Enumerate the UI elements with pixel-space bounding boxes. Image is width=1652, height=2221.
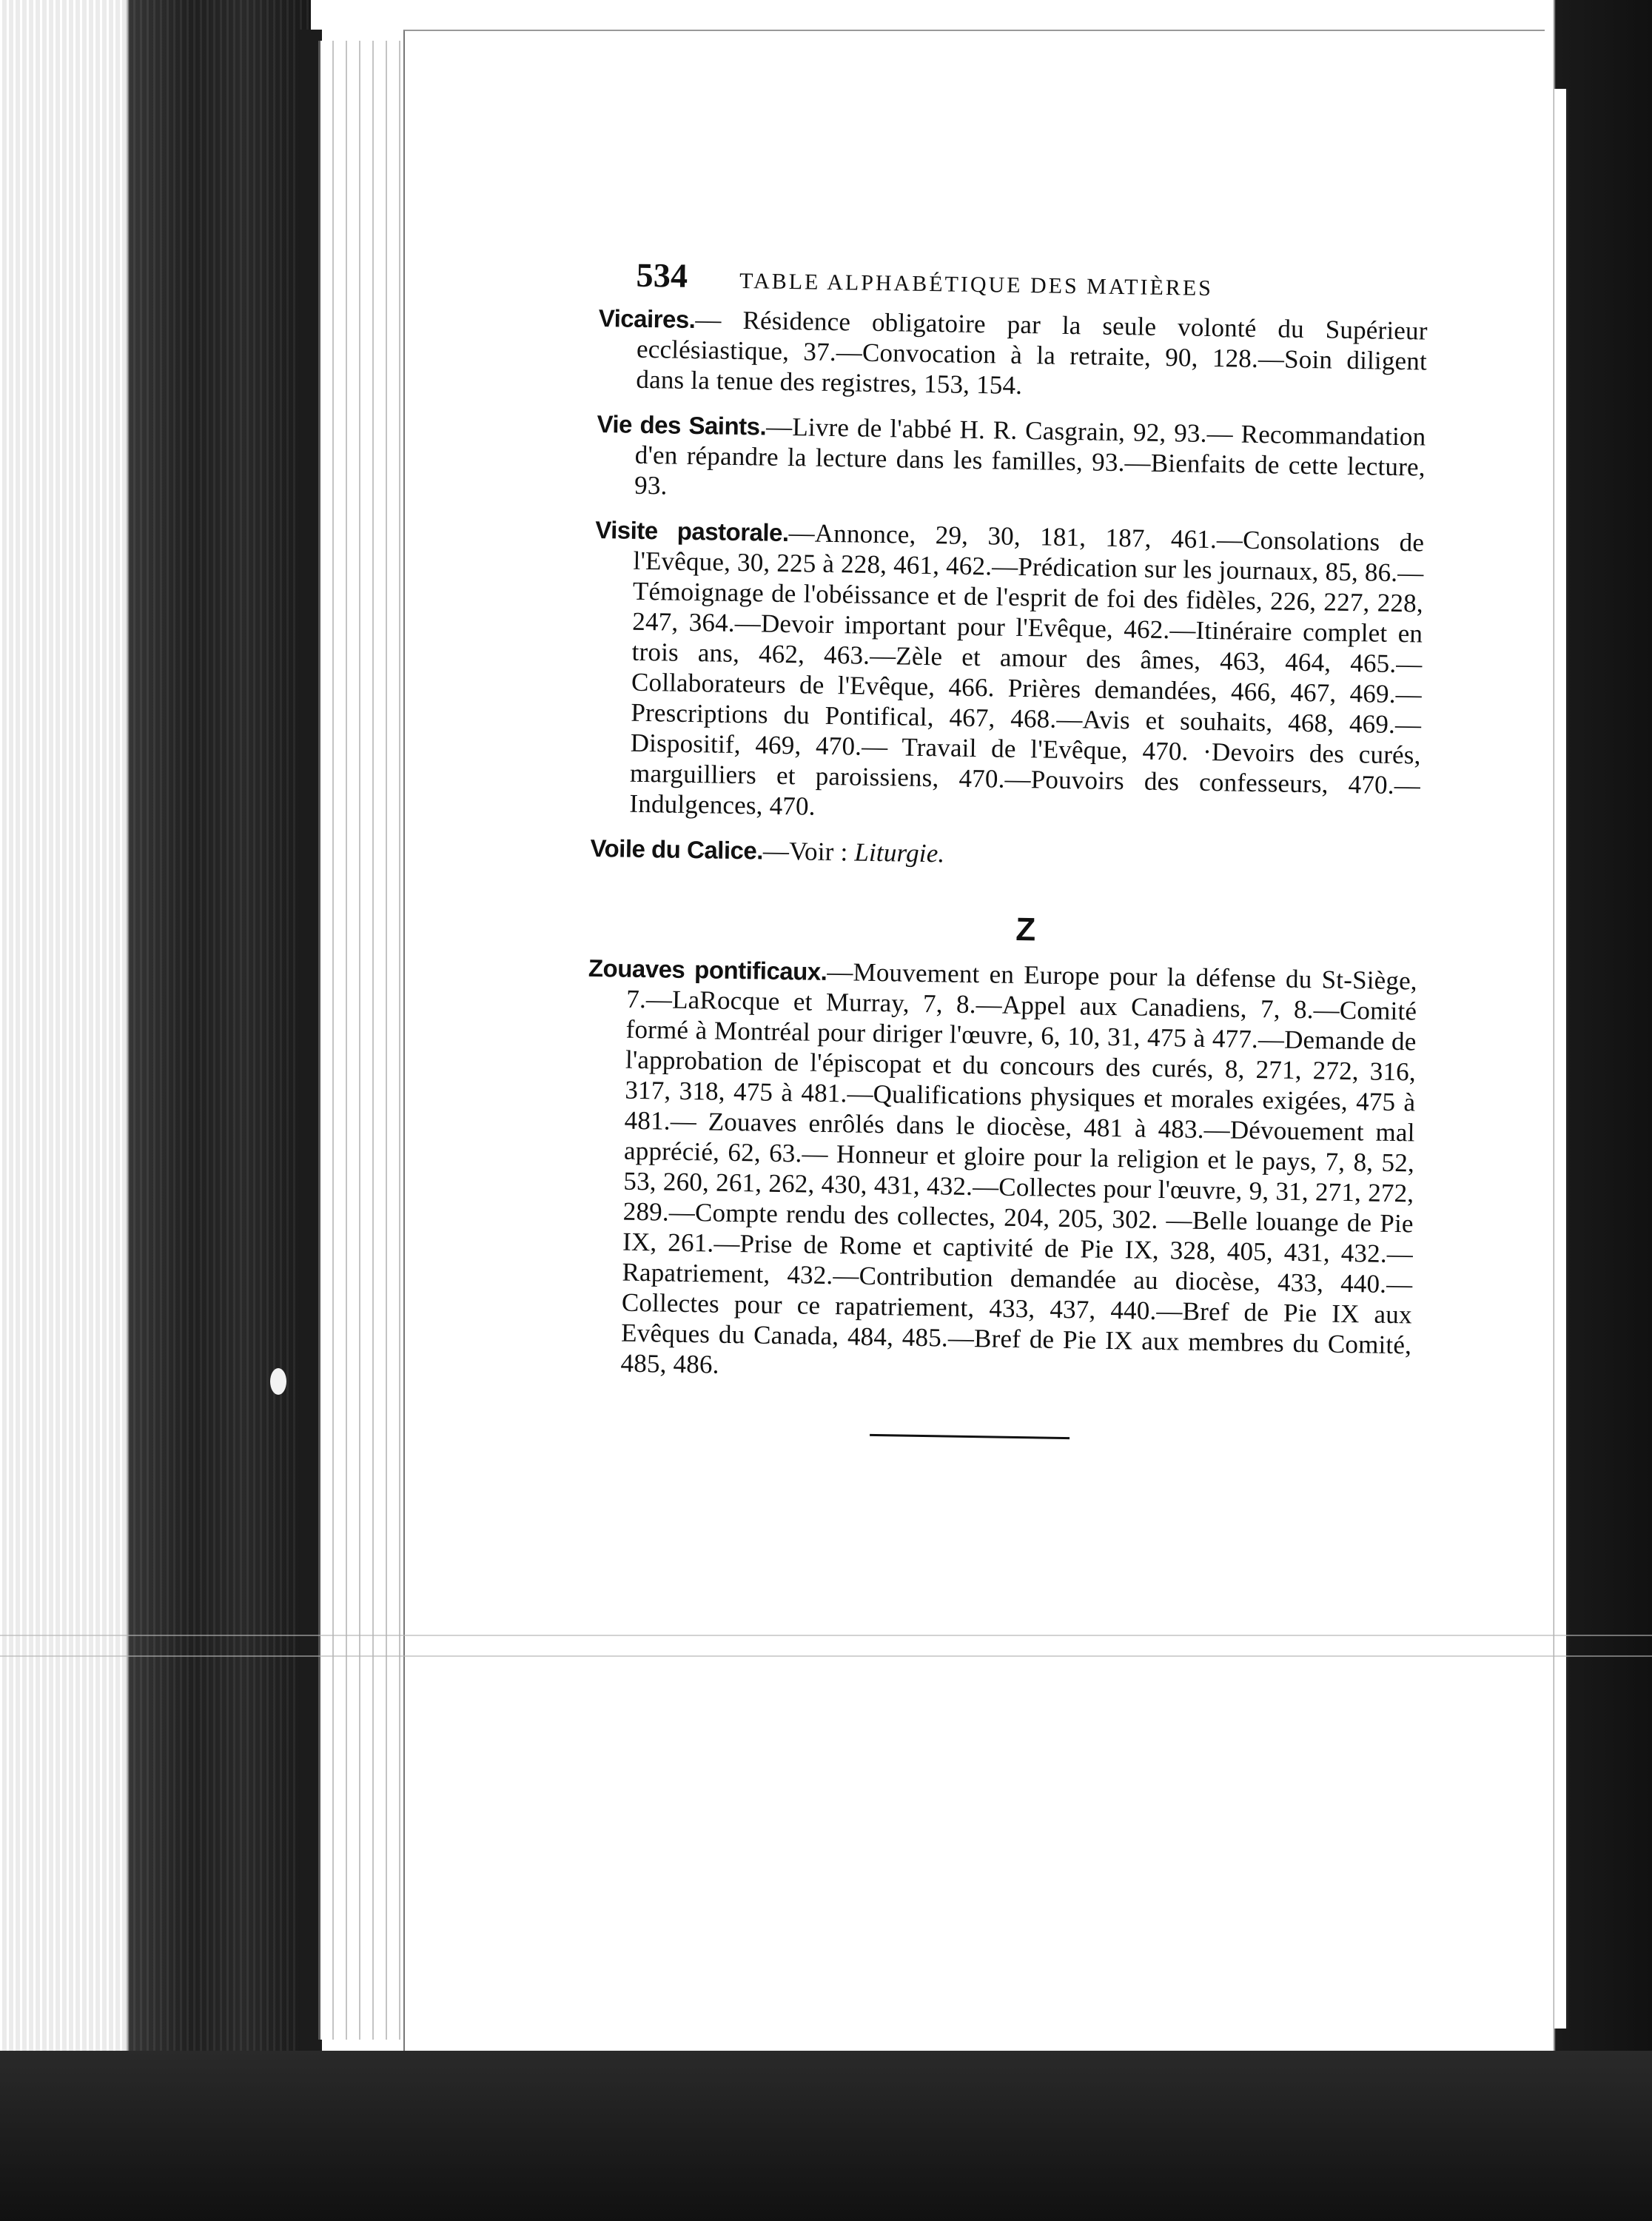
section-letter: Z [1015, 911, 1036, 948]
entry-text: —Voir : [762, 836, 855, 867]
index-entry-voile-du-calice [590, 833, 1420, 877]
entry-headword: Zouaves pontificaux. [588, 954, 827, 985]
entry-text: —Annonce, 29, 30, 181, 187, 461.—Consolations de l'Evêque, 30, 225 à 228, 461, 462.—Prédication sur les journaux, 85, 86.—Témoignage de l'obéissance et de l'esprit de foi des fidèles, 226, 227, 228, 247, 364.—Devoir important pour l'Evêque, 462.—Itinéraire complet en trois ans, 462, 463.—Zèle et amour des âmes, 463, 464, 465.—Collaborateurs de l'Evêque, 466. Prières demandées, 466, 467, 469.—Prescriptions du Pontifical, 467, 468.—Avis et souhaits, 468, 469.— Dispositif, 469, 470.— Travail de l'Evêque, 470. ·Devoirs des curés, marguilliers et paroissiens, 470.—Pouvoirs des confesseurs, 470.—Indulgences, 470. [629, 518, 1425, 821]
page-stack-edges [318, 41, 409, 2040]
book-spine [0, 0, 311, 2221]
bottom-background [0, 2051, 1652, 2221]
entry-text: —Mouvement en Europe pour la défense du St-Siège, 7.—LaRocque et Murray, 7, 8.—Appel aux Canadiens, 7, 8.—Comité formé à Montréal pour diriger l'œuvre, 6, 10, 31, 475 à 477.—Demande de l'approbation de l'épiscopat et du concours des curés, 8, 271, 272, 316, 317, 318, 475 à 481.—Qualifications physiques et morales exigées, 475 à 481.— Zouaves enrôlés dans le diocèse, 481 à 483.—Dévouement mal apprécié, 62, 63.— Honneur et gloire pour la religion et le pays, 7, 8, 52, 53, 260, 261, 262, 430, 431, 432.—Collectes pour l'œuvre, 9, 31, 271, 272, 289.—Compte rendu des collectes, 204, 205, 302. —Belle louange de Pie IX, 261.—Prise de Rome et captivité de Pie IX, 328, 405, 431, 432.—Rapatriement, 432.—Contribution demandée au diocèse, 433, 440.—Collectes pour ce rapatriement, 433, 437, 440.—Bref de Pie IX aux Evêques du Canada, 484, 485.—Bref de Pie IX aux membres du Comité, 485, 486. [620, 957, 1418, 1379]
entry-headword: Visite pastorale. [594, 515, 789, 547]
index-entry-vie-des-saints [596, 409, 1426, 513]
entry-headword: Voile du Calice. [590, 834, 764, 865]
scan-line [0, 1655, 1652, 1657]
entry-cross-reference: Liturgie. [854, 837, 945, 868]
paper-spot [270, 1368, 286, 1395]
scan-line [0, 1635, 1652, 1636]
index-entry-visite-pastorale [591, 515, 1424, 831]
running-head-title: TABLE ALPHABÉTIQUE DES MATIÈRES [739, 268, 1214, 301]
page-number: 534 [636, 255, 688, 295]
index-entry-zouaves-pontificaux [582, 953, 1417, 1391]
entry-headword: Vicaires. [598, 304, 696, 334]
index-entry-vicaires [597, 303, 1428, 407]
entry-text: — Résidence obligatoire par la seule volonté du Supérieur ecclésiastique, 37.—Convocation à la retraite, 90, 128.—Soin diligent dans la tenue des registres, 153, 154. [636, 305, 1428, 400]
right-page-edge [1554, 89, 1568, 2029]
entry-text: —Livre de l'abbé H. R. Casgrain, 92, 93.— Recommandation d'en répandre la lecture dans les familles, 93.—Bienfaits de cette lecture, 93. [634, 412, 1426, 500]
entry-headword: Vie des Saints. [597, 409, 767, 440]
page-content [581, 255, 1428, 1444]
